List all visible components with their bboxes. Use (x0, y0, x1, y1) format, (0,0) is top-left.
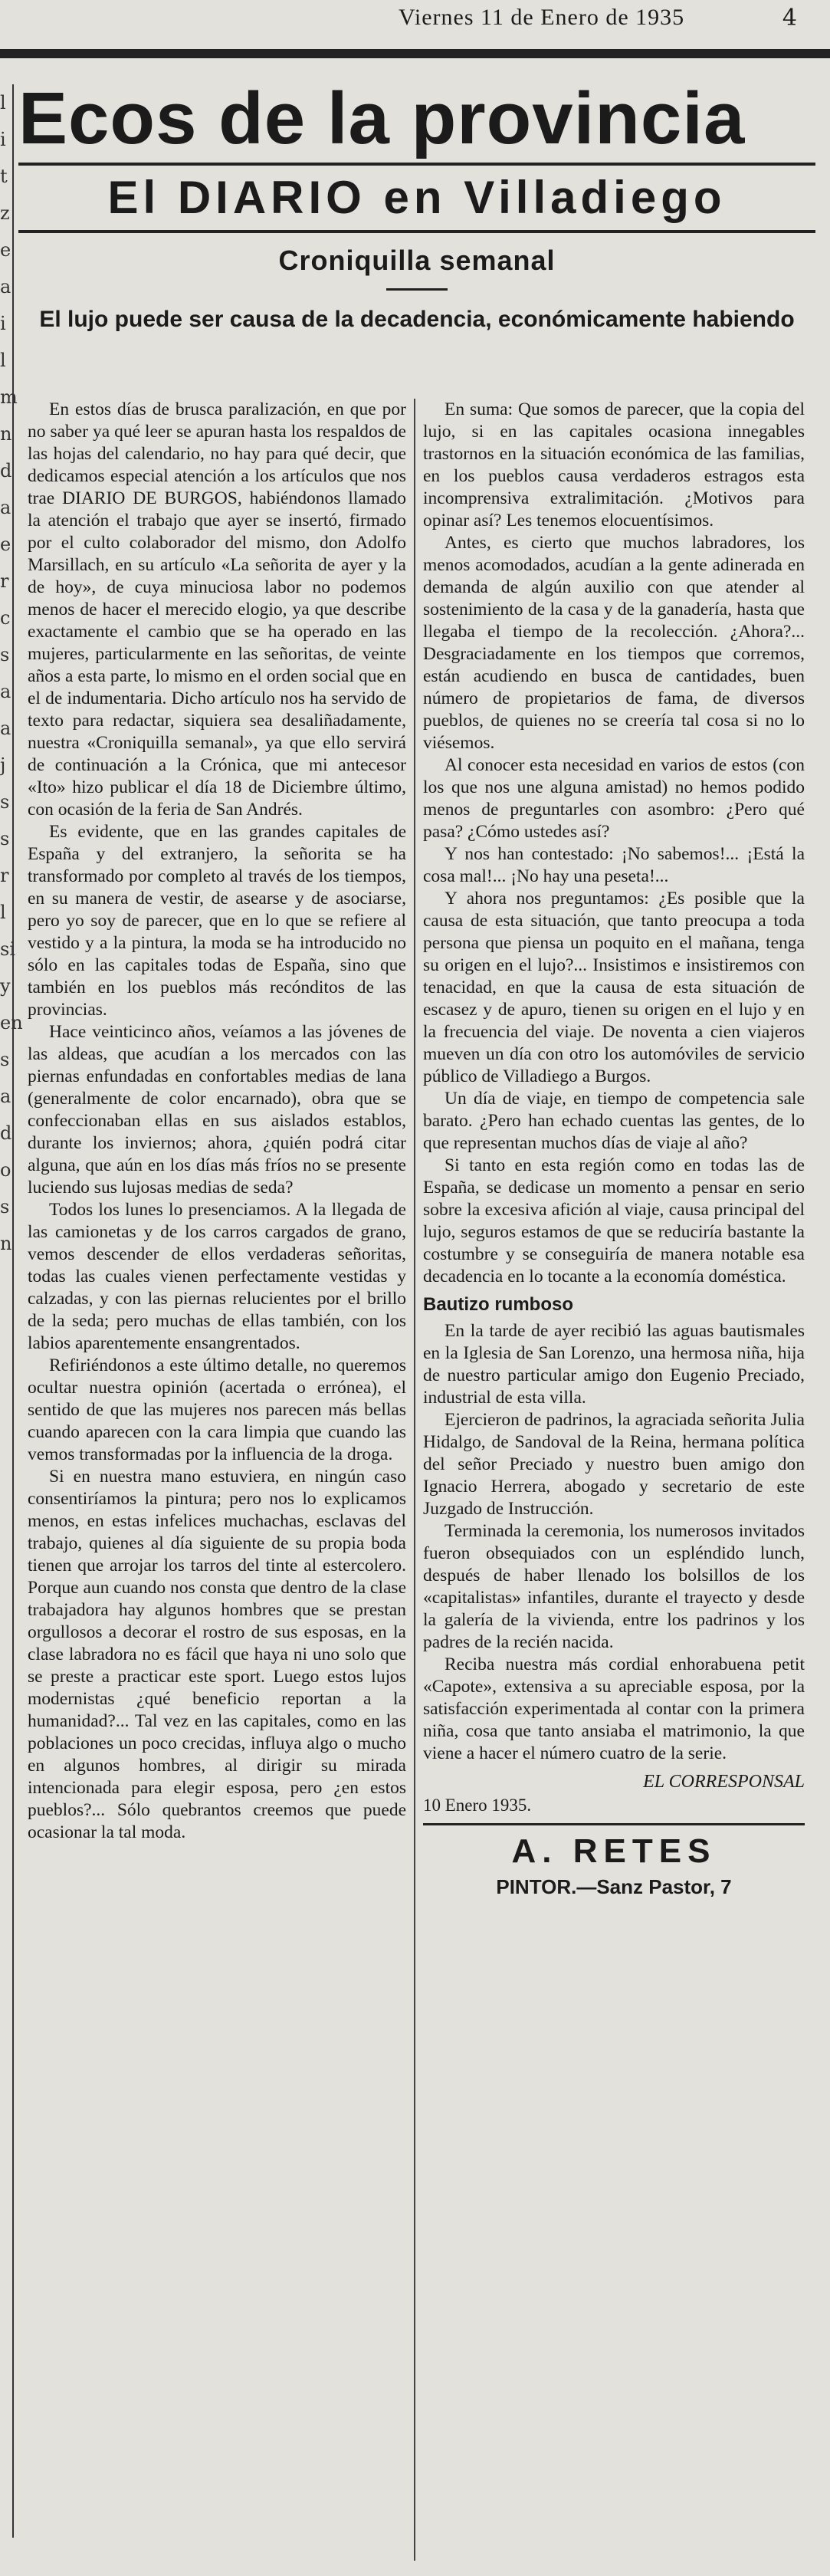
margin-fragment: en (0, 1012, 23, 1033)
section-label: Croniquilla semanal (278, 245, 556, 276)
margin-fragment: s (0, 644, 10, 665)
margin-fragment: n (0, 423, 12, 445)
margin-fragment: si (0, 938, 15, 960)
margin-fragment: n (0, 1233, 12, 1254)
margin-fragment: e (0, 534, 11, 555)
margin-fragment: y (0, 975, 11, 997)
header-date: Viernes 11 de Enero de 1935 (399, 5, 685, 30)
article-paragraph: Un día de viaje, en tiempo de competencia sale barato. ¿Pero han echado cuentas las gentes, de lo que representan muchos días de viaje al año? (423, 1089, 805, 1153)
margin-fragment: i (0, 313, 6, 334)
article-headline: El lujo puede ser causa de la decadencia, económicamente habiendo (39, 307, 795, 332)
advert-line: PINTOR.—Sanz Pastor, 7 (496, 1875, 732, 1898)
margin-fragment: r (0, 570, 9, 592)
margin-fragment: i (0, 129, 6, 150)
margin-fragment: t (0, 166, 8, 187)
article-paragraph: Hace veinticinco años, veíamos a las jóvenes de las aldeas, que acudían a los mercados con las piernas enfundadas en confortables medias de lana (generalmente de color encarnado), obra que se confeccionaban ellas en sus aislados establos, durante los inviernos; ahora, ¿quién podrá citar alguna, que aún en los días más fríos no se presente luciendo sus lujosas medias de seda? (28, 1022, 406, 1198)
margin-fragment: l (0, 92, 6, 113)
signature: EL CORRESPONSAL (643, 1772, 805, 1792)
margin-fragment: o (0, 1159, 11, 1181)
article-paragraph: En suma: Que somos de parecer, que la copia del lujo, si en las capitales ocasiona innegables trastornos en la situación económica de las familias, en los pueblos causa verdaderos estragos esta incomprensiva extralimitación. ¿Motivos para opinar así? Les tenemos elocuentísimos. (423, 399, 805, 531)
article-paragraph: Antes, es cierto que muchos labradores, los menos acomodados, acudían a la gente adinerada en demanda de algún auxilio con que atender al sostenimiento de la casa y de la ganadería, hasta que llegaba el tiempo de la recolección. ¿Ahora?... Desgraciadamente en los tiempos que corremos, están acudiendo en busca de cantidades, buen número de propietarios de fama, de diversos pueblos, de quienes no se creería tal cosa si no lo viésemos. (423, 533, 805, 753)
subtitle-rule (18, 230, 815, 233)
margin-fragment: l (0, 902, 6, 923)
article-paragraph: Si tanto en esta región como en todas las de España, se dedicase un momento a pensar en serio sobre la excesiva afición al viaje, causa principal del lujo, seguros estamos de que se reduciría bastante la costumbre y se conseguiría de manera notable esa decadencia en lo tocante a la economía doméstica. (423, 1155, 805, 1286)
subtitle: El DIARIO en Villadiego (107, 172, 727, 223)
masthead (18, 77, 815, 334)
page-number: 4 (782, 5, 797, 31)
article-paragraph: Si en nuestra mano estuviera, en ningún caso consentiríamos la pintura; pero nos lo explicamos menos, en estas infelices muchachas, esclavas del trabajo, quienes al día siguiente de su propia boda tienen que arrojar los tarros del tinte al estercolero. Porque aun cuando nos consta que dentro de la clase trabajadora hay algunos hombres que se prestan orgullosos a decorar el rostro de sus esposas, en la clase labradora no es fácil que haya ni uno solo que se preste a practicar este sport. Luego estos lujos modernistas ¿qué beneficio reportan a la humanidad?... Tal vez en las capitales, como en las poblaciones un poco crecidas, influya algo o mucho en algunos hombres, al dirigir su mirada intencionada para elegir esposa, pero ¿en estos pueblos?... Sólo quebrantos creemos que puede ocasionar la tal moda. (28, 1467, 406, 1842)
clipped-left-column (0, 84, 23, 2538)
baptism-paragraph: Ejercieron de padrinos, la agraciada señorita Julia Hidalgo, de Sandoval de la Reina, hermana política del señor Preciado y nuestro buen amigo don Ignacio Herrera, abogado y secretario de este Juzgado de Instrucción. (423, 1410, 805, 1519)
margin-fragment: d (0, 460, 12, 481)
margin-fragment: s (0, 791, 10, 813)
margin-fragment: a (0, 681, 11, 702)
title-rule (18, 163, 815, 166)
margin-fragment: z (0, 202, 10, 224)
margin-fragment: e (0, 239, 11, 261)
margin-fragment: a (0, 1086, 11, 1107)
short-rule (386, 288, 448, 291)
article-paragraph: Todos los lunes lo presenciamos. A la llegada de las camionetas y de los carros cargados de grano, vemos descender de ellos verdaderas señoritas, todas las cuales vienen perfectamente vestidas y calzadas, y con las piernas relucientes por el brillo de la seda; pero muchas de ellas también, con los labios aparentemente ensangrentados. (28, 1200, 406, 1353)
date-line: 10 Enero 1935. (423, 1796, 532, 1815)
article-paragraph: Refiriéndonos a este último detalle, no queremos ocultar nuestra opinión (acertada o errónea), el sentido de que las mujeres nos parecen más bellas cuando aparecen con la cara limpia que cuando las vemos transformadas por la influencia de la droga. (28, 1355, 406, 1464)
baptism-paragraph: Reciba nuestra más cordial enhorabuena petit «Capote», extensiva a su apreciable esposa, por la satisfacción experimentada al contar con la primera niña, cosa que tanto ansiaba el matrimonio, la que viene a hacer el número cuatro de la serie. (423, 1654, 805, 1763)
page-header (399, 5, 797, 35)
article-paragraph: Y ahora nos preguntamos: ¿Es posible que la causa de esta situación, que tanto preocupa a toda persona que piensa un poquito en el mañana, tenga su origen en el lujo?... Insistimos e insistiremos con tenacidad, en que la causa de esta situación de escasez y de apuro, tienen su origen en el lujo y en la frecuencia del viaje. De noventa a cien viajeros mueven un día con otro los automóviles de servicio público de Villadiego a Burgos. (423, 889, 805, 1086)
top-rule (0, 49, 830, 58)
margin-fragment: s (0, 1196, 10, 1217)
article-paragraph: Es evidente, que en las grandes capitales de España y del extranjero, la señorita se ha transformado por completo al través de los tiempos, en su manera de vestir, de asearse y de asociarse, pero yo soy de parecer, que en lo que se refiere al vestido y a la pintura, la moda se ha introducido no sólo en las capitales todas de España, sino que también en los pueblos más recónditos de las provincias. (28, 822, 406, 1020)
article-paragraph: En estos días de brusca paralización, en que por no saber ya qué leer se apuran hasta los respaldos de las hojas del calendario, no hay para qué decir, que dedicamos especial atención a los artículos que nos trae DIARIO DE BURGOS, habiéndonos llamado la atención el trabajo que ayer se insertó, firmado por el culto colaborador del mismo, don Adolfo Marsillach, en su artículo «La señorita de ayer y la de hoy», de cuya minuciosa labor no podemos menos de hacer el merecido elogio, ya que describe exactamente el cambio que se ha operado en las mujeres, particularmente en las señoritas, de veinte años a esta parte, lo mismo en el orden social que en el de indumentaria. Dicho artículo nos ha servido de texto para redactar, siquiera sea desaliñadamente, nuestra «Croniquilla semanal», ya que ello servirá de continuación a la Crónica, que mi antecesor «Ito» hizo publicar el día 18 de Diciembre último, con ocasión de la feria de San Andrés. (28, 399, 406, 820)
article-paragraph: Al conocer esta necesidad en varios de estos (con los que nos une alguna amistad) no hemos podido menos de preguntarles con asombro: ¿Pero qué pasa? ¿Cómo ustedes así? (423, 755, 805, 842)
column-divider (414, 399, 415, 2561)
margin-fragment: s (0, 828, 10, 849)
baptism-paragraph: Terminada la ceremonia, los numerosos invitados fueron obsequiados con un espléndido lunch, después de haber llenado los bolsillos de los «capitalistas» infantiles, durante el trayecto y desde la galería de la vivienda, entre los padrinos y los padres de la recién nacida. (423, 1521, 805, 1652)
margin-fragment: m (0, 386, 18, 408)
article-paragraph: Y nos han contestado: ¡No sabemos!... ¡Está la cosa mal!... ¡No hay una peseta!... (423, 844, 805, 886)
margin-fragment: a (0, 497, 11, 518)
section-title: Ecos de la provincia (18, 77, 746, 159)
margin-fragment: l (0, 350, 6, 371)
margin-fragment: a (0, 276, 11, 297)
margin-fragment: r (0, 865, 9, 886)
baptism-heading: Bautizo rumboso (423, 1294, 573, 1315)
margin-fragment: s (0, 1049, 10, 1070)
advert-name: A. RETES (511, 1832, 717, 1870)
margin-fragment: c (0, 607, 11, 629)
baptism-paragraph: En la tarde de ayer recibió las aguas bautismales en la Iglesia de San Lorenzo, una hermosa niña, hija de nuestro particular amigo don Eugenio Preciado, industrial de esta villa. (423, 1321, 805, 1408)
left-column (28, 399, 406, 1844)
margin-fragment: d (0, 1122, 12, 1144)
advert-rule (423, 1823, 805, 1825)
margin-fragment: j (0, 754, 6, 776)
margin-fragment: a (0, 718, 11, 739)
right-column (423, 399, 805, 1901)
